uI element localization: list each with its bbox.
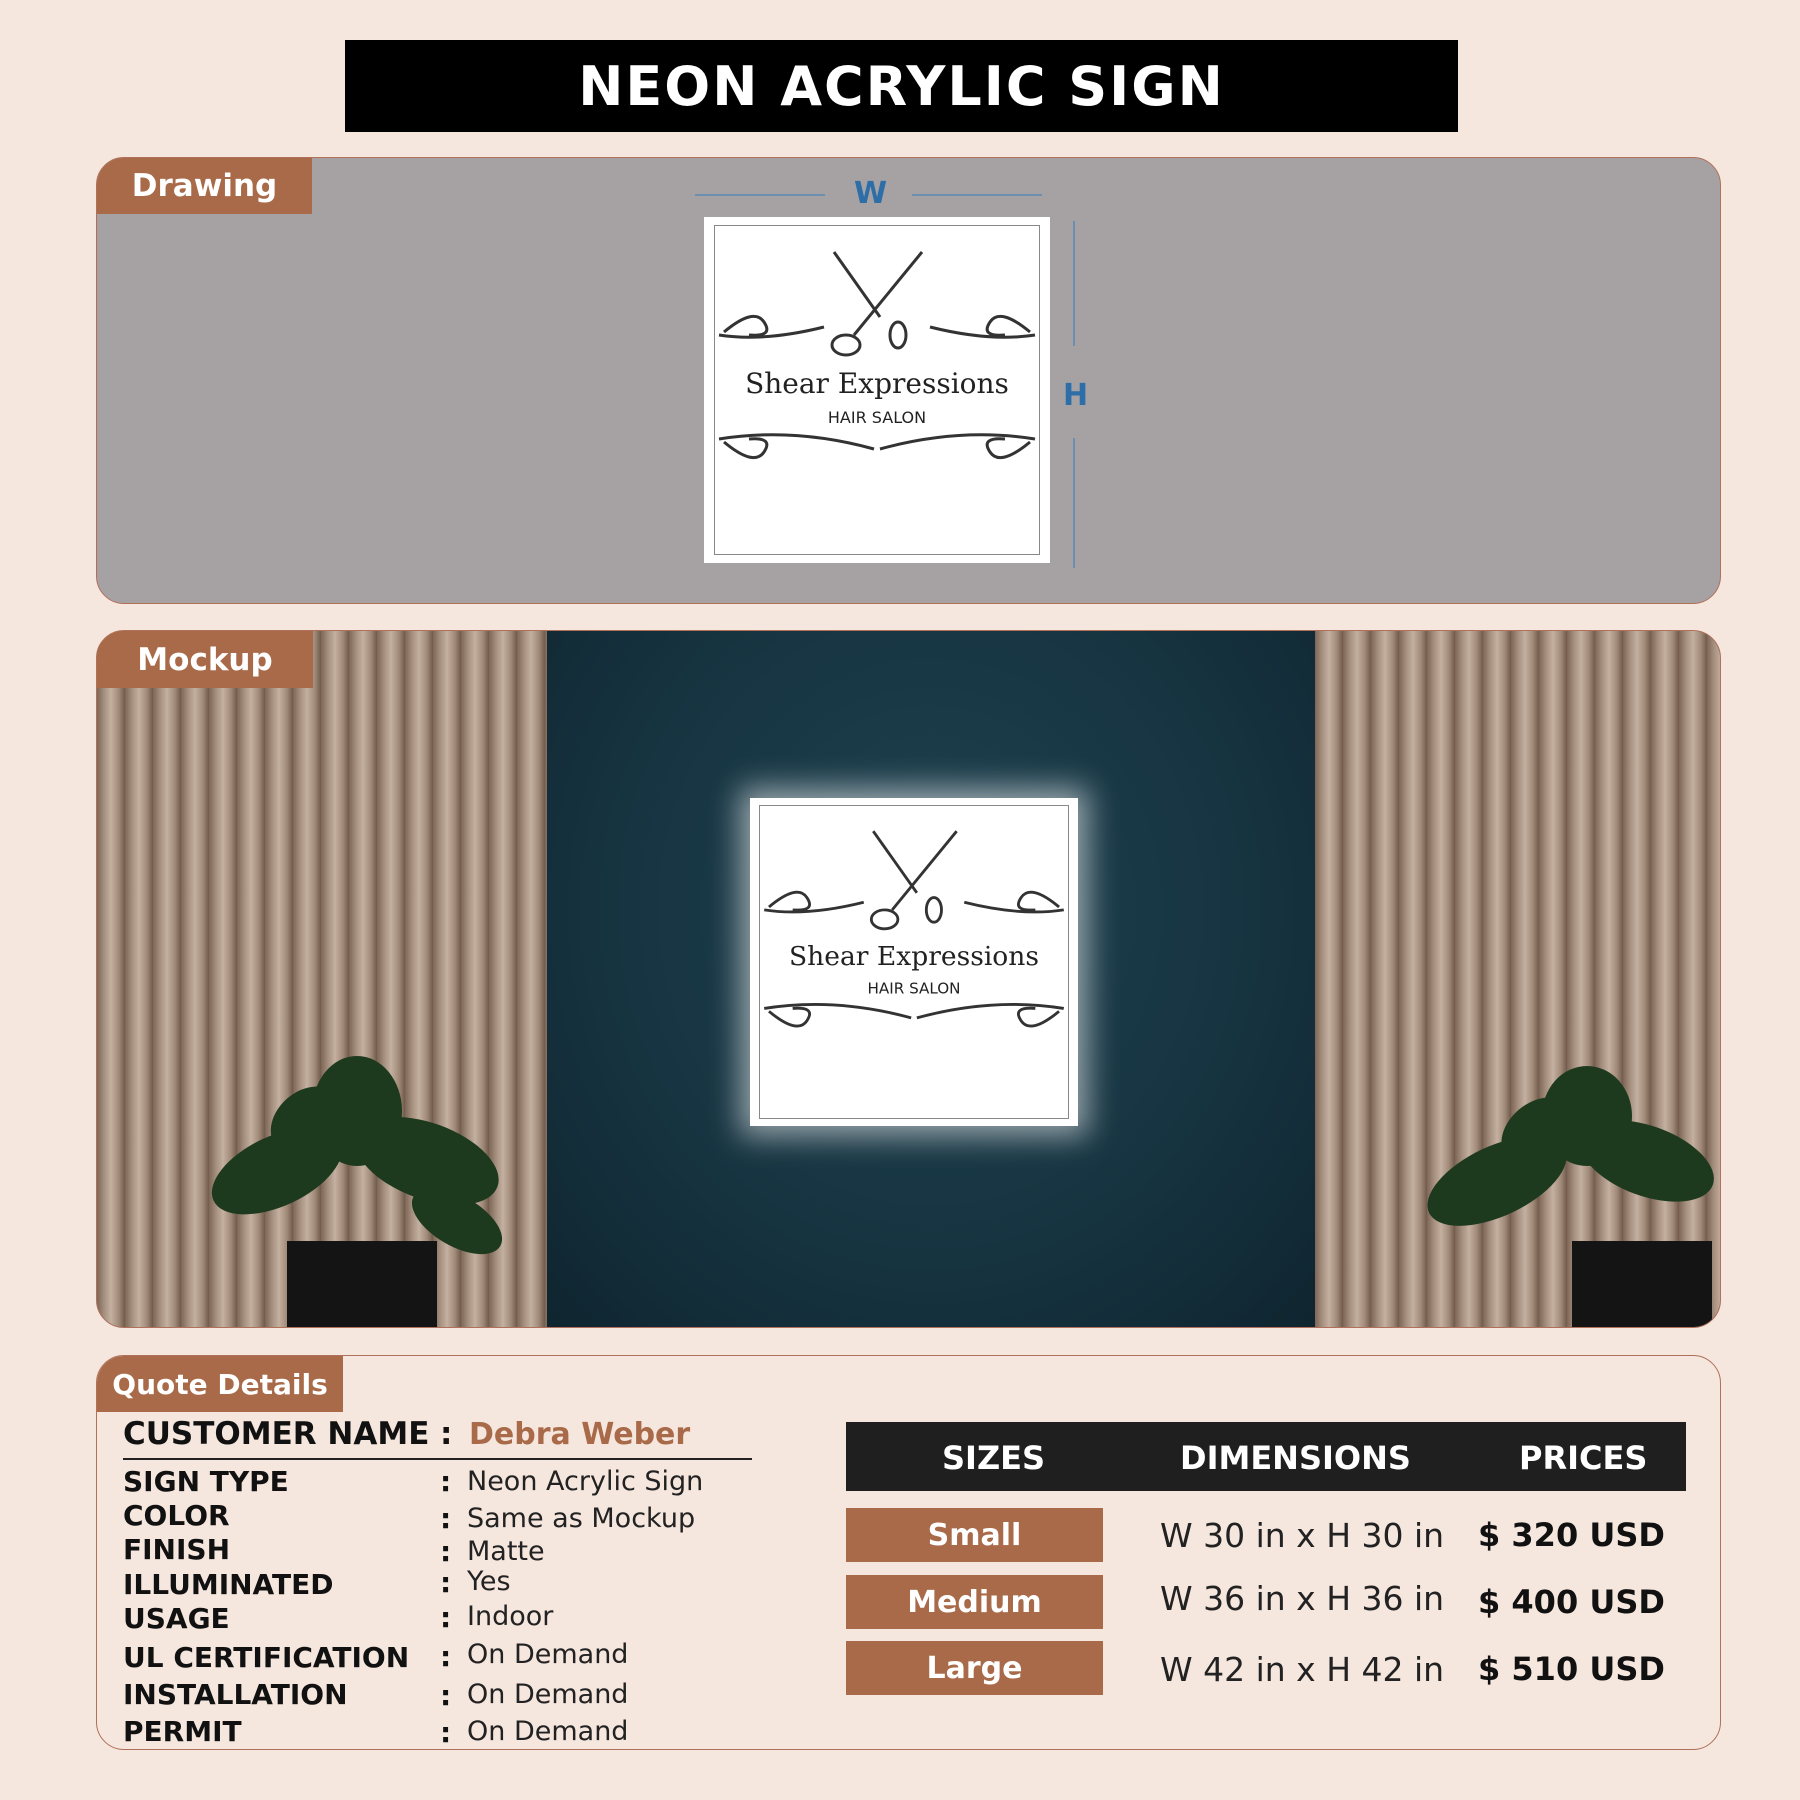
detail-colon: : xyxy=(440,1502,452,1535)
width-label: W xyxy=(854,176,888,211)
header-dimensions: DIMENSIONS xyxy=(1180,1439,1411,1477)
svg-text:HAIR SALON: HAIR SALON xyxy=(867,979,961,998)
width-line-left xyxy=(695,194,825,196)
svg-text:Shear Expressions: Shear Expressions xyxy=(789,940,1039,972)
detail-label-illuminated: ILLUMINATED xyxy=(123,1568,334,1601)
detail-value-finish: Matte xyxy=(467,1536,545,1567)
quote-tab: Quote Details xyxy=(97,1356,343,1412)
dimension-medium: W 36 in x H 36 in xyxy=(1160,1579,1445,1618)
detail-colon: : xyxy=(440,1535,452,1568)
size-medium-button[interactable]: Medium xyxy=(846,1575,1103,1629)
height-label: H xyxy=(1063,378,1089,413)
svg-text:HAIR SALON: HAIR SALON xyxy=(827,408,927,427)
pricing-table-header xyxy=(846,1422,1686,1491)
price-large: $ 510 USD xyxy=(1478,1650,1665,1688)
dimension-large: W 42 in x H 42 in xyxy=(1160,1650,1445,1689)
mockup-panel xyxy=(96,630,1721,1328)
plant-left-image xyxy=(157,1051,577,1328)
detail-value-installation: On Demand xyxy=(467,1679,629,1710)
size-large-button[interactable]: Large xyxy=(846,1641,1103,1695)
width-line-right xyxy=(912,194,1042,196)
price-small: $ 320 USD xyxy=(1478,1516,1665,1554)
svg-text:Shear Expressions: Shear Expressions xyxy=(745,367,1009,400)
page-title: NEON ACRYLIC SIGN xyxy=(578,54,1225,118)
detail-value-permit: On Demand xyxy=(467,1716,629,1747)
scissors-ornament-icon xyxy=(704,217,1050,563)
detail-label-color: COLOR xyxy=(123,1499,230,1532)
detail-value-color: Same as Mockup xyxy=(467,1503,696,1534)
page-title-bar xyxy=(345,40,1458,132)
detail-label-permit: PERMIT xyxy=(123,1715,242,1748)
detail-colon: : xyxy=(440,1566,452,1599)
drawing-panel xyxy=(96,157,1721,604)
size-small-button[interactable]: Small xyxy=(846,1508,1103,1562)
drawing-tab: Drawing xyxy=(97,158,312,214)
mockup-tab: Mockup xyxy=(97,631,313,688)
detail-colon: : xyxy=(440,1601,452,1634)
detail-colon: : xyxy=(440,1465,452,1498)
sign-mockup xyxy=(750,798,1078,1126)
detail-value-ul-certification: On Demand xyxy=(467,1639,629,1670)
header-prices: PRICES xyxy=(1519,1439,1648,1477)
customer-name-label: CUSTOMER NAME xyxy=(123,1416,430,1452)
detail-label-installation: INSTALLATION xyxy=(123,1678,348,1711)
height-line-bottom xyxy=(1073,438,1075,568)
detail-value-illuminated: Yes xyxy=(467,1566,511,1597)
dimension-small: W 30 in x H 30 in xyxy=(1160,1516,1445,1555)
customer-underline xyxy=(123,1458,752,1460)
plant-right-image xyxy=(1387,1061,1721,1328)
detail-label-ul-certification: UL CERTIFICATION xyxy=(123,1641,410,1674)
customer-colon: : xyxy=(440,1416,453,1452)
height-line-top xyxy=(1073,221,1075,346)
customer-name-value: Debra Weber xyxy=(469,1417,691,1452)
detail-label-finish: FINISH xyxy=(123,1533,230,1566)
scissors-ornament-mockup-icon xyxy=(750,798,1078,1126)
header-sizes: SIZES xyxy=(942,1439,1046,1477)
detail-colon: : xyxy=(440,1716,452,1749)
detail-colon: : xyxy=(440,1640,452,1673)
detail-colon: : xyxy=(440,1679,452,1712)
detail-label-sign-type: SIGN TYPE xyxy=(123,1465,289,1498)
detail-value-usage: Indoor xyxy=(467,1601,554,1632)
sign-drawing xyxy=(704,217,1050,563)
price-medium: $ 400 USD xyxy=(1478,1583,1665,1621)
detail-label-usage: USAGE xyxy=(123,1602,230,1635)
detail-value-sign-type: Neon Acrylic Sign xyxy=(467,1466,704,1497)
